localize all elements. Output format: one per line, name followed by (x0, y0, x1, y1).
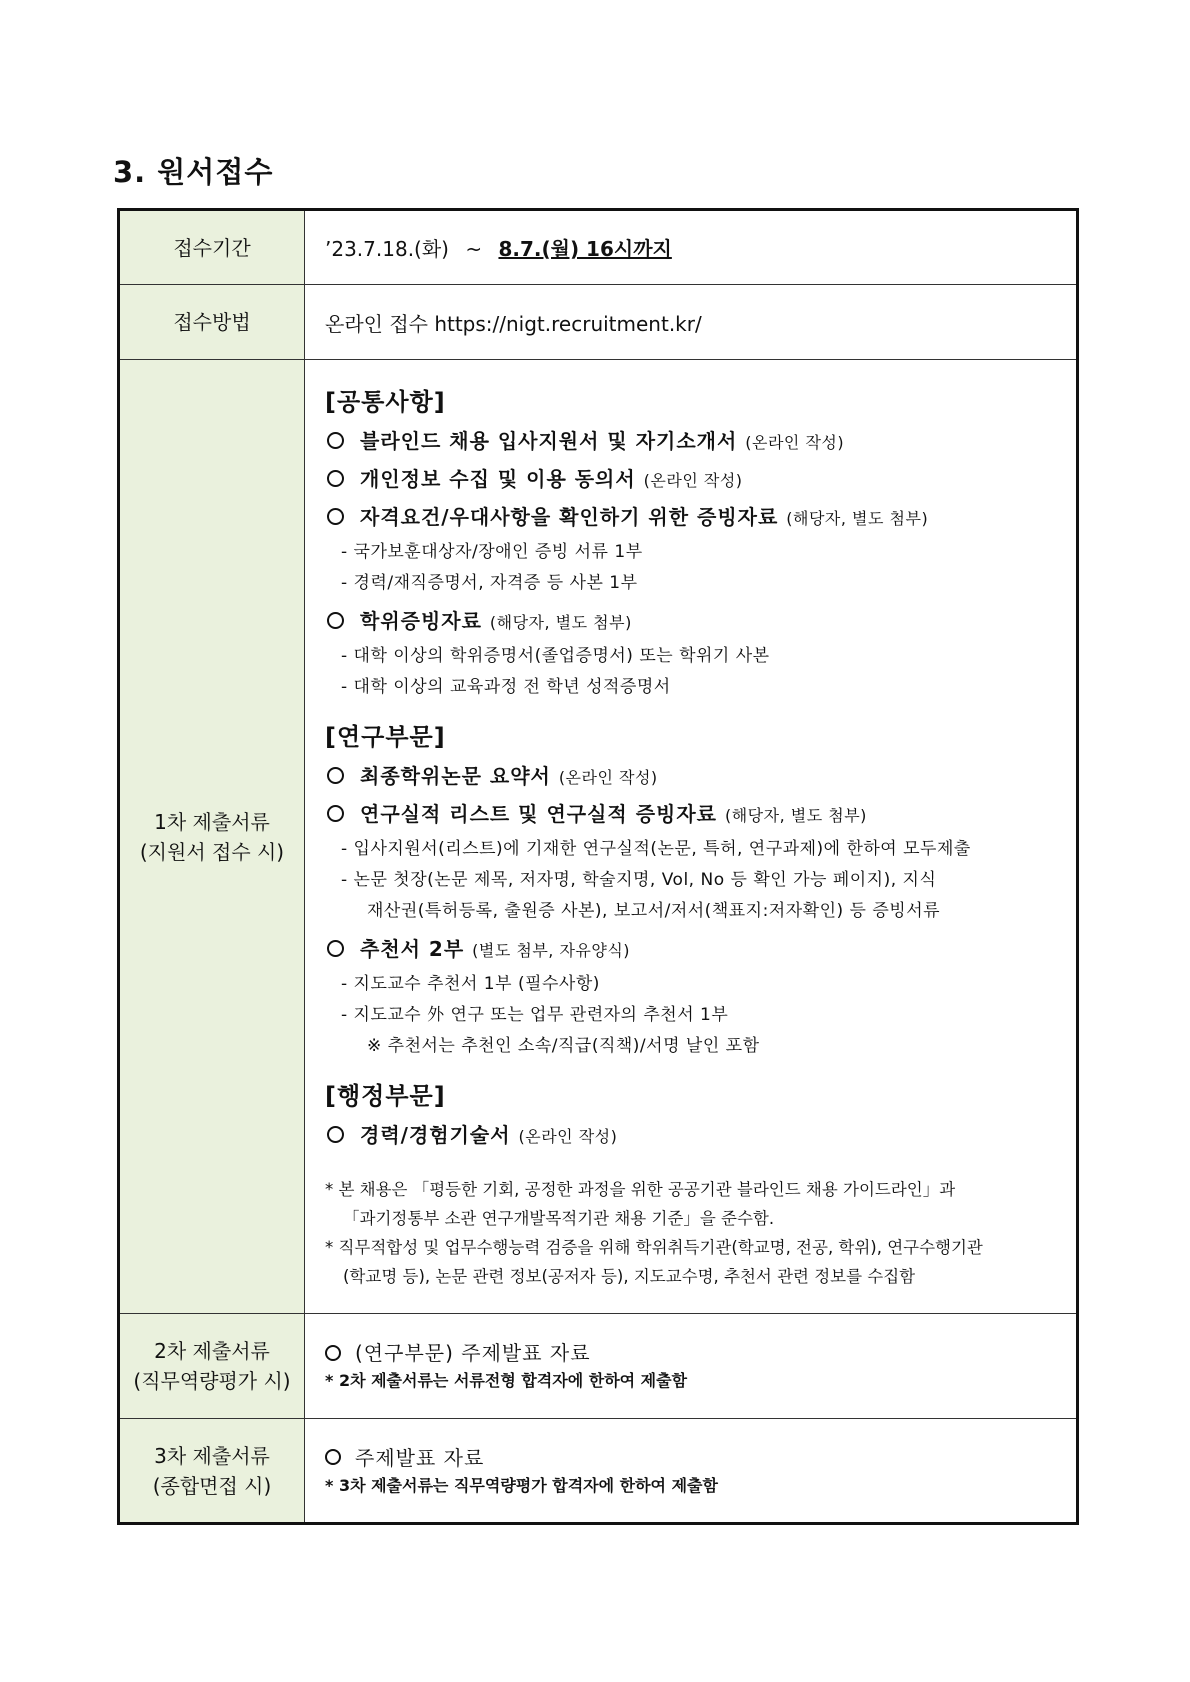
circle-bullet-icon (327, 508, 344, 525)
degree-note: (해당자, 별도 첨부) (489, 613, 632, 632)
common-item-note: (해당자, 별도 첨부) (786, 509, 929, 528)
second-docs-label (119, 1314, 305, 1419)
common-sub-2: - 경력/재직증명서, 자격증 등 사본 1부 (341, 573, 638, 593)
note-line-2: 「과기정통부 소관 연구개발목적기관 채용 기준」을 준수함. (343, 1209, 775, 1228)
common-sub-1: - 국가보훈대상자/장애인 증빙 서류 1부 (341, 542, 643, 562)
period-label: 접수기간 (119, 210, 305, 285)
third-docs-label-line2: (종합면접 시) (152, 1473, 272, 1498)
third-docs-note: * 3차 제출서류는 직무역량평가 합격자에 한하여 제출함 (325, 1475, 718, 1495)
achievement-sub-2: - 논문 첫장(논문 제목, 저자명, 학술지명, Vol, No 등 확인 가능 페이지), 지식 (341, 870, 937, 890)
period-row (119, 210, 1078, 285)
degree-sub-2: - 대학 이상의 교육과정 전 학년 성적증명서 (341, 677, 671, 697)
common-item-note: (온라인 작성) (643, 471, 743, 490)
second-docs-note: * 2차 제출서류는 서류전형 합격자에 한하여 제출함 (325, 1371, 688, 1390)
third-docs-item (325, 1443, 1070, 1473)
achievement-sub-1: - 입사지원서(리스트)에 기재한 연구실적(논문, 특허, 연구과제)에 한하여 모두제출 (341, 839, 971, 859)
third-docs-row (119, 1419, 1078, 1524)
method-row (119, 285, 1078, 360)
note-line-4: (학교명 등), 논문 관련 정보(공저자 등), 지도교수명, 추천서 관련 정보를 수집함 (343, 1267, 916, 1286)
circle-bullet-icon (327, 940, 344, 957)
recommend-note: (별도 첨부, 자유양식) (472, 941, 631, 960)
method-value: 온라인 접수 https://nigt.recruitment.kr/ (305, 285, 1078, 360)
common-heading: [공통사항] (325, 388, 446, 416)
admin-career-text: 경력/경험기술서 (360, 1123, 511, 1147)
recommend-ref: ※ 추천서는 추천인 소속/직급(직책)/서명 날인 포함 (367, 1036, 760, 1056)
application-table (117, 208, 1079, 1525)
period-start: ’23.7.18.(화) (325, 237, 449, 261)
degree-item (325, 603, 1070, 641)
common-item-text: 블라인드 채용 입사지원서 및 자기소개서 (360, 429, 738, 453)
common-item-1 (325, 423, 1070, 461)
method-label: 접수방법 (119, 285, 305, 360)
research-summary-note: (온라인 작성) (558, 768, 658, 787)
circle-bullet-icon (325, 1449, 341, 1465)
first-docs-label-line1: 1차 제출서류 (154, 809, 270, 834)
second-docs-item (325, 1338, 1070, 1368)
degree-sub-1: - 대학 이상의 학위증명서(졸업증명서) 또는 학위기 사본 (341, 646, 770, 666)
third-docs-label (119, 1419, 305, 1524)
research-achievements-text: 연구실적 리스트 및 연구실적 증빙자료 (360, 802, 717, 826)
recommend-item (325, 931, 1070, 969)
third-docs-content (305, 1419, 1078, 1524)
recommend-text: 추천서 2부 (360, 937, 465, 961)
common-item-2 (325, 461, 1070, 499)
research-heading: [연구부문] (325, 723, 446, 751)
admin-career-item (325, 1117, 1070, 1155)
recommend-sub-2: - 지도교수 外 연구 또는 업무 관련자의 추천서 1부 (341, 1005, 729, 1025)
circle-bullet-icon (327, 767, 344, 784)
research-summary-item (325, 758, 1070, 796)
circle-bullet-icon (327, 805, 344, 822)
third-docs-item-text: 주제발표 자료 (355, 1445, 485, 1470)
first-docs-content (305, 360, 1078, 1314)
period-end: 8.7.(월) 16시까지 (498, 237, 672, 261)
research-summary-text: 최종학위논문 요약서 (360, 764, 551, 788)
second-docs-content (305, 1314, 1078, 1419)
circle-bullet-icon (327, 612, 344, 629)
common-item-3 (325, 499, 1070, 537)
note-line-1: * 본 채용은 「평등한 기회, 공정한 과정을 위한 공공기관 블라인드 채용 가이드라인」과 (325, 1180, 956, 1199)
section-title: 3. 원서접수 (113, 155, 274, 189)
third-docs-label-line1: 3차 제출서류 (154, 1443, 270, 1468)
admin-heading: [행정부문] (325, 1082, 446, 1110)
circle-bullet-icon (327, 1126, 344, 1143)
period-value (305, 210, 1078, 285)
achievement-sub-cont: 재산권(특허등록, 출원증 사본), 보고서/저서(책표지:저자확인) 등 증빙서류 (367, 901, 941, 921)
common-item-note: (온라인 작성) (745, 433, 845, 452)
second-docs-item-text: (연구부문) 주제발표 자료 (355, 1341, 591, 1365)
research-achievements-item (325, 796, 1070, 834)
second-docs-row (119, 1314, 1078, 1419)
recommend-sub-1: - 지도교수 추천서 1부 (필수사항) (341, 974, 600, 994)
first-docs-label (119, 360, 305, 1314)
circle-bullet-icon (327, 470, 344, 487)
period-tilde: ~ (465, 237, 483, 261)
research-achievements-note: (해당자, 별도 첨부) (724, 806, 867, 825)
first-docs-row (119, 360, 1078, 1314)
circle-bullet-icon (327, 432, 344, 449)
circle-bullet-icon (325, 1345, 341, 1361)
admin-career-note: (온라인 작성) (518, 1127, 618, 1146)
degree-text: 학위증빙자료 (360, 609, 482, 633)
common-item-text: 자격요건/우대사항을 확인하기 위한 증빙자료 (360, 505, 779, 529)
note-line-3: * 직무적합성 및 업무수행능력 검증을 위해 학위취득기관(학교명, 전공, 학위), 연구수행기관 (325, 1238, 983, 1257)
common-item-text: 개인정보 수집 및 이용 동의서 (360, 467, 636, 491)
first-docs-label-line2: (지원서 접수 시) (139, 839, 285, 864)
second-docs-label-line2: (직무역량평가 시) (133, 1369, 291, 1393)
second-docs-label-line1: 2차 제출서류 (154, 1339, 270, 1363)
